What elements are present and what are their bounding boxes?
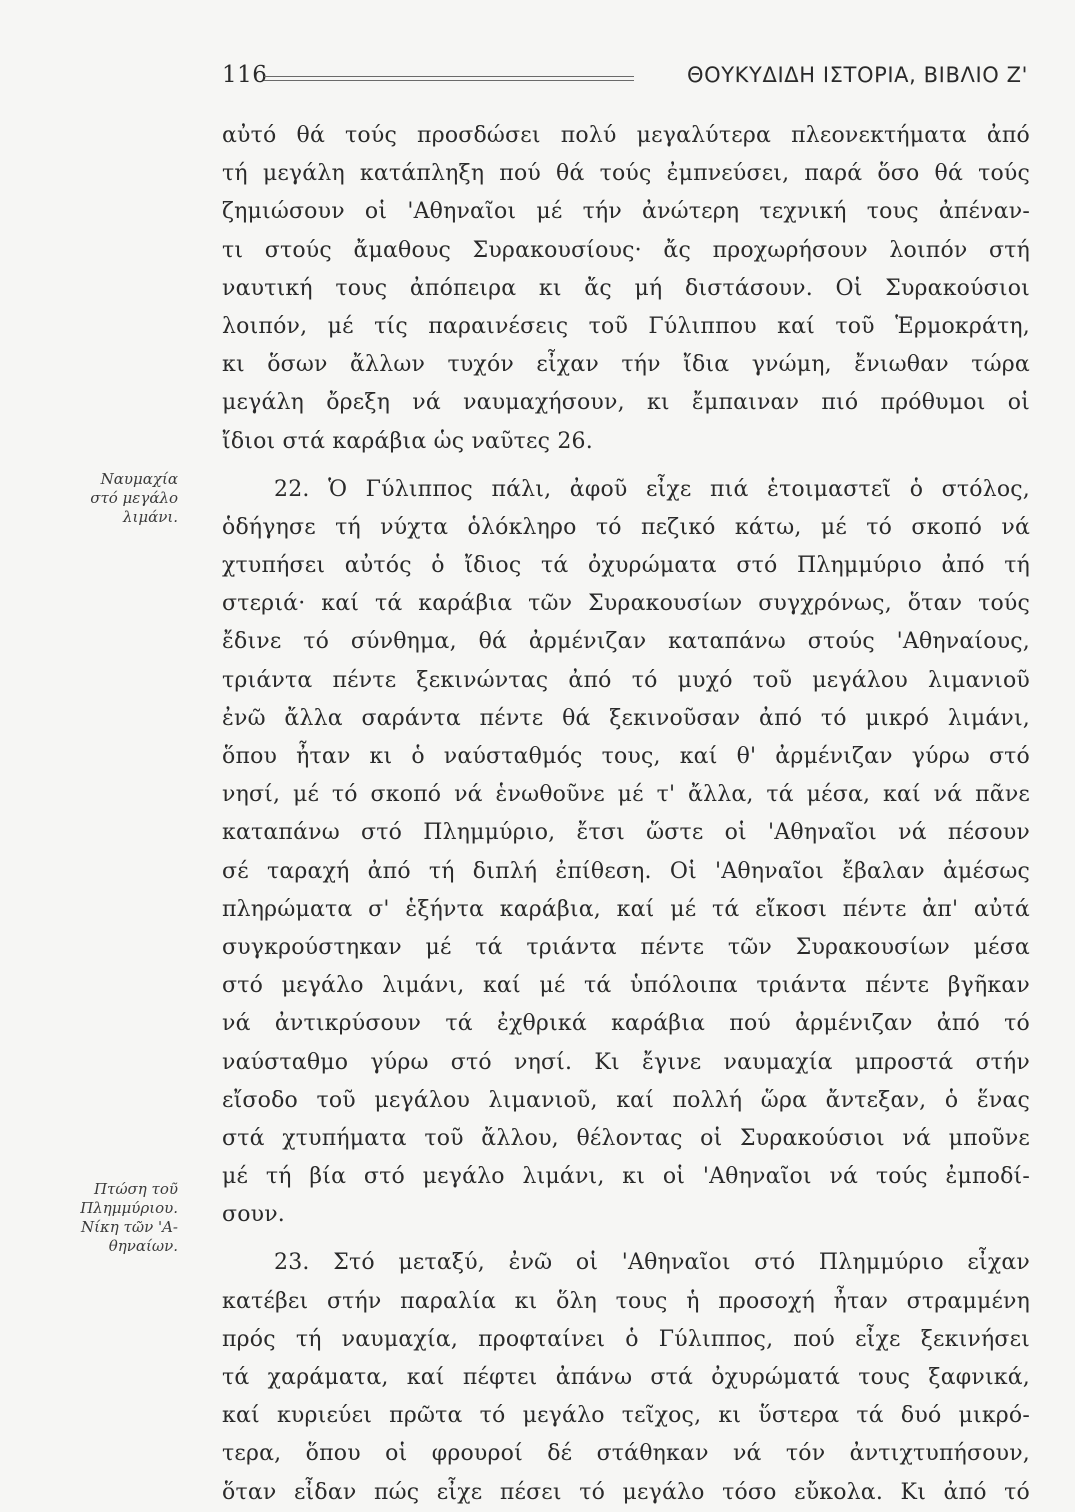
page-number: 116 [222,62,268,88]
text-line: αὐτό θά τούς προσδώσει πολύ μεγαλύτερα πλεονεκτήματα ἀπό [222,123,1030,148]
text-line: νησί, μέ τό σκοπό νά ἑνωθοῦνε μέ τ' ἄλλα, τά μέσα, καί νά πᾶνε [222,782,1030,808]
text-line: νά ἀντικρύσουν τά ἐχθρικά καράβια πού ἀρμένιζαν ἀπό τό [222,1011,1030,1037]
text-line: ἴδιοι στά καράβια ὡς ναῦτες 26. [222,428,593,454]
text-line: 22. Ὁ Γύλιππος πάλι, ἀφοῦ εἶχε πιά ἑτοιμαστεῖ ὁ στόλος, [274,476,1030,502]
paragraph-gap [222,461,1030,471]
text-line: ναυτική τους ἀπόπειρα κι ἄς μή διστάσουν. Οἱ Συρακούσιοι [222,275,1030,301]
text-line: στά χτυπήματα τοῦ ἄλλου, θέλοντας οἱ Συρακούσιοι νά μποῦνε [222,1125,1030,1151]
text-line: τριάντα πέντε ξεκινώντας ἀπό τό μυχό τοῦ μεγάλου λιμανιοῦ [222,667,1030,693]
text-line: λοιπόν, μέ τίς παραινέσεις τοῦ Γύλιππου καί τοῦ Ἑρμοκράτη, [222,313,1030,339]
text-line: ζημιώσουν οἱ 'Αθηναῖοι μέ τήν ἀνώτερη τεχνική τους ἀπέναν- [222,199,1030,225]
margin-note-line: στό μεγάλο [90,489,178,507]
margin-note-line: Νίκη τῶν 'Α- [80,1218,178,1236]
header-rule [264,80,634,81]
text-line: στό μεγάλο λιμάνι, καί μέ τά ὑπόλοιπα τριάντα πέντε βγῆκαν [222,973,1030,999]
text-line: σουν. [222,1202,286,1228]
text-line: ἔδινε τό σύνθημα, θά ἀρμένιζαν καταπάνω στούς 'Αθηναίους, [222,629,1030,655]
page-header [222,58,1028,98]
paragraph-gap [222,1234,1030,1244]
text-line: μεγάλη ὄρεξη νά ναυμαχήσουν, κι ἔμπαιναν πιό πρόθυμοι οἱ [222,390,1030,416]
text-line: ναύσταθμο γύρω στό νησί. Κι ἔγινε ναυμαχία μπροστά στήν [222,1049,1030,1075]
text-line: καταπάνω στό Πλημμύριο, ἔτσι ὥστε οἱ 'Αθηναῖοι νά πέσουν [222,820,1030,846]
text-line: κι ὅσων ἄλλων τυχόν εἶχαν τήν ἴδια γνώμη, ἔνιωθαν τώρα [222,352,1030,378]
header-rule [264,76,634,77]
body-text [222,117,1030,1512]
running-title: ΘΟΥΚΥΔΙΔΗ ΙΣΤΟΡΙΑ, ΒΙΒΛΙΟ Ζ' [687,63,1028,87]
margin-note-line: Πτώση τοῦ [93,1180,178,1198]
text-line: χτυπήσει αὐτός ὁ ἴδιος τά ὀχυρώματα στό Πλημμύριο ἀπό τή [222,553,1030,579]
margin-note-fall-of-plemmyrium [53,1180,178,1256]
text-line: τι στούς ἄμαθους Συρακουσίους· ἄς προχωρήσουν λοιπόν στή [222,237,1030,263]
margin-note-line: Πλημμύριου. [80,1199,178,1217]
text-line: μέ τή βία στό μεγάλο λιμάνι, κι οἱ 'Αθηναῖοι νά τούς ἐμποδί- [222,1164,1030,1190]
text-line: ἐνῶ ἄλλα σαράντα πέντε θά ξεκινοῦσαν ἀπό τό μικρό λιμάνι, [222,705,1030,731]
text-line: πρός τή ναυμαχία, προφταίνει ὁ Γύλιππος, πού εἶχε ξεκινήσει [222,1326,1030,1352]
text-line: στεριά· καί τά καράβια τῶν Συρακουσίων συγχρόνως, ὅταν τούς [222,591,1030,617]
margin-note-line: λιμάνι. [122,508,178,526]
text-line: τά χαράματα, καί πέφτει ἀπάνω στά ὀχυρώματά τους ξαφνικά, [222,1365,1030,1390]
text-line: ὁδήγησε τή νύχτα ὁλόκληρο τό πεζικό κάτω, μέ τό σκοπό νά [222,514,1030,540]
margin-note-line: Ναυμαχία [100,470,178,488]
text-line: τή μεγάλη κατάπληξη πού θά τούς ἐμπνεύσει, παρά ὅσο θά τούς [222,161,1030,187]
text-line: σέ ταραχή ἀπό τή διπλή ἐπίθεση. Οἱ 'Αθηναῖοι ἔβαλαν ἀμέσως [222,858,1030,884]
text-line: πληρώματα σ' ἑξήντα καράβια, καί μέ τά εἴκοσι πέντε ἀπ' αὐτά [222,896,1030,922]
text-line: ὅπου ἦταν κι ὁ ναύσταθμός τους, καί θ' ἀρμένιζαν γύρω στό [222,744,1030,769]
text-line: 23. Στό μεταξύ, ἐνῶ οἱ 'Αθηναῖοι στό Πλημμύριο εἶχαν [274,1250,1030,1276]
text-line: καί κυριεύει πρῶτα τό μεγάλο τεῖχος, κι ὕστερα τά δυό μικρό- [222,1403,1030,1429]
text-line: συγκρούστηκαν μέ τά τριάντα πέντε τῶν Συρακουσίων μέσα [222,934,1030,960]
margin-note-line: θηναίων. [108,1237,178,1255]
text-line: ὅταν εἶδαν πώς εἶχε πέσει τό μεγάλο τόσο εὔκολα. Κι ἀπό τό [222,1479,1030,1505]
margin-note-sea-battle [53,470,178,527]
text-line: τερα, ὅπου οἱ φρουροί δέ στάθηκαν νά τόν ἀντιχτυπήσουν, [222,1441,1030,1467]
text-line: εἴσοδο τοῦ μεγάλου λιμανιοῦ, καί πολλή ὥρα ἄντεξαν, ὁ ἕνας [222,1087,1030,1113]
text-line: κατέβει στήν παραλία κι ὅλη τους ἡ προσοχή ἦταν στραμμένη [222,1288,1030,1314]
